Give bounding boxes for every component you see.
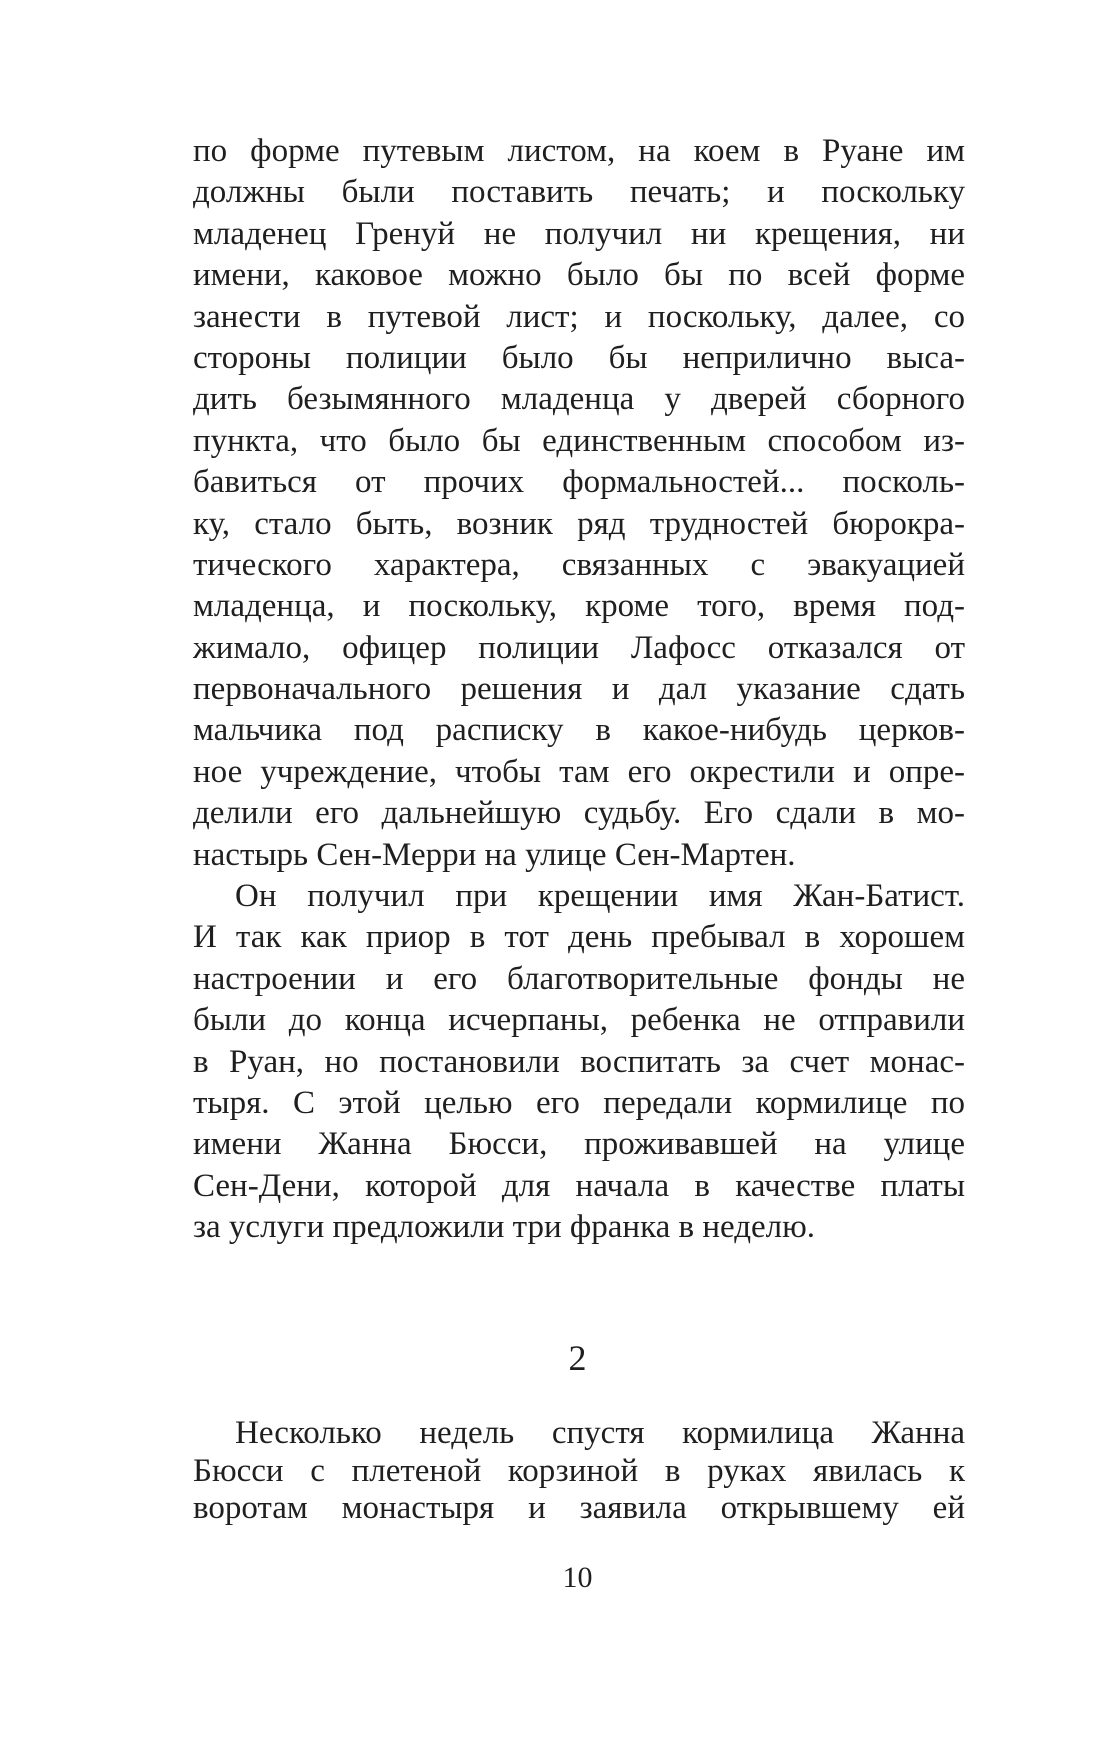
text-block-main [193, 131, 965, 1249]
text-line: должны были поставить печать; и поскольку [193, 174, 965, 211]
text-line: бавиться от прочих формальностей... посколь- [193, 464, 965, 501]
text-line: Он получил при крещении имя Жан-Батист. [235, 878, 965, 915]
text-line: И так как приор в тот день пребывал в хорошем [193, 919, 965, 956]
text-line: имени Жанна Бюсси, проживавшей на улице [193, 1126, 965, 1163]
text-line: имени, каковое можно было бы по всей форме [193, 257, 965, 294]
text-line: Сен-Дени, которой для начала в качестве платы [193, 1167, 965, 1204]
text-line: воротам монастыря и заявила открывшему ей [193, 1490, 965, 1527]
text-line: делили его дальнейшую судьбу. Его сдали в мо- [193, 795, 965, 832]
text-line: были до конца исчерпаны, ребенка не отправили [193, 1002, 965, 1039]
chapter-number: 2 [568, 1338, 587, 1378]
text-line: пункта, что было бы единственным способом из- [193, 422, 965, 459]
text-line: первоначального решения и дал указание сдать [193, 671, 965, 708]
text-line: тического характера, связанных с эвакуацией [193, 546, 965, 583]
text-line: настырь Сен-Мерри на улице Сен-Мартен. [193, 836, 796, 873]
text-line: стороны полиции было бы неприлично выса- [193, 339, 965, 376]
text-line: младенец Гренуй не получил ни крещения, ни [193, 215, 965, 252]
text-line: в Руан, но постановили воспитать за счет монас- [193, 1043, 965, 1080]
text-line: по форме путевым листом, на коем в Руане им [193, 133, 965, 169]
text-line: занести в путевой лист; и поскольку, далее, со [193, 298, 965, 335]
text-line: Бюсси с плетеной корзиной в руках явилась к [193, 1452, 965, 1489]
text-line: ку, стало быть, возник ряд трудностей бюрокра- [193, 505, 965, 542]
text-line: дить безымянного младенца у дверей сборного [193, 381, 965, 418]
text-line: младенца, и поскольку, кроме того, время под- [193, 588, 965, 625]
page-number: 10 [562, 1561, 593, 1594]
text-line: жимало, офицер полиции Лафосс отказался от [193, 629, 965, 666]
text-line: мальчика под расписку в какое-нибудь церков- [193, 712, 965, 749]
text-line: настроении и его благотворительные фонды не [193, 960, 965, 997]
text-line: ное учреждение, чтобы там его окрестили и опре- [193, 753, 965, 790]
text-line: за услуги предложили три франка в неделю. [193, 1209, 816, 1246]
text-block-chapter-2 [193, 1415, 965, 1528]
text-line: тыря. С этой целью его передали кормилице по [193, 1084, 965, 1121]
text-line: Несколько недель спустя кормилица Жанна [235, 1415, 965, 1451]
